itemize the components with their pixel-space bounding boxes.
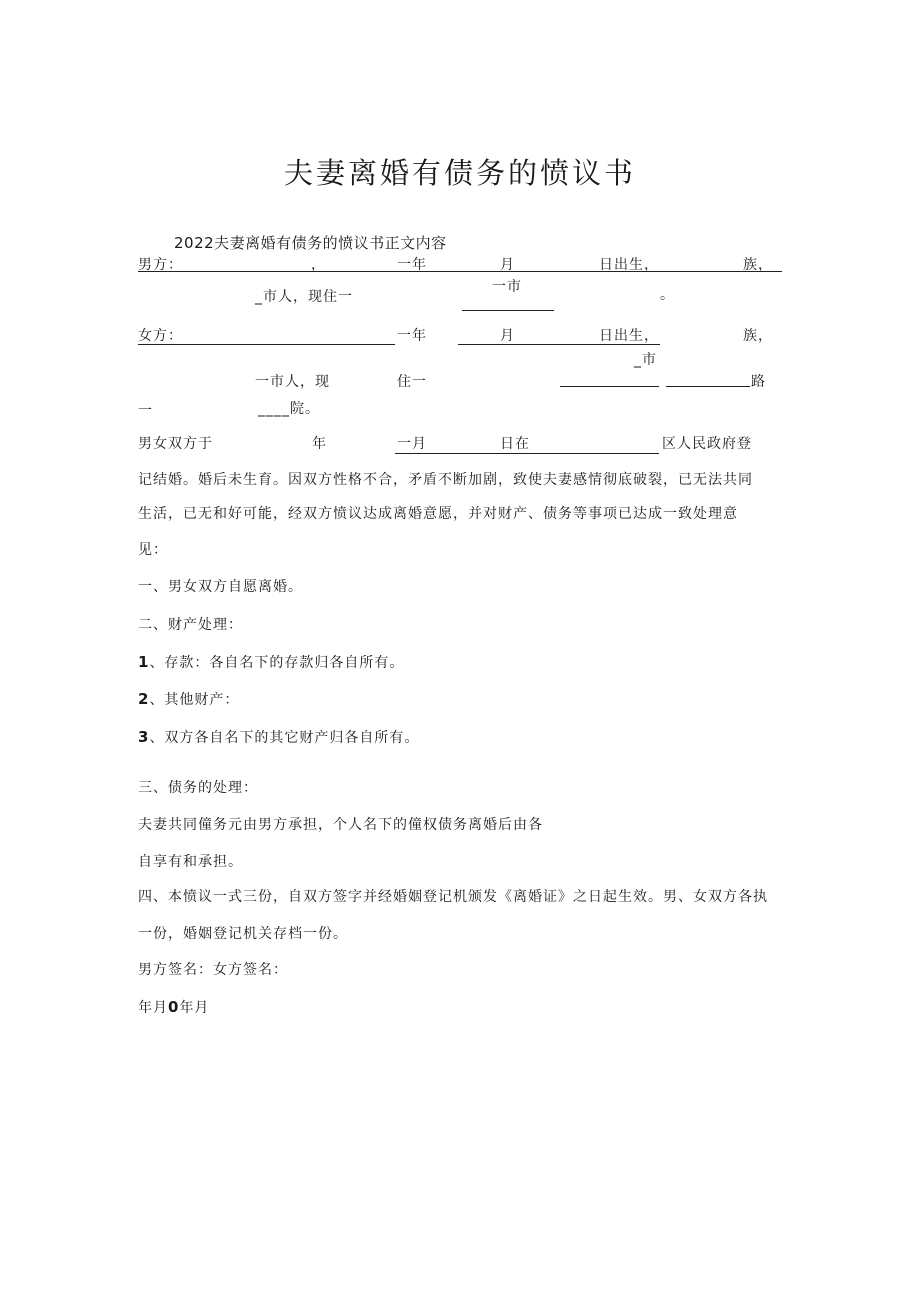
item-2: 二、财产处理：	[138, 617, 243, 633]
female-city-resident: 一市人，现	[255, 374, 330, 390]
female-addr-underline-1	[560, 386, 659, 387]
date-part-a: 年月	[138, 1000, 168, 1016]
female-city: _市	[634, 352, 657, 368]
reg-start: 男女双方于	[138, 436, 213, 452]
male-born: 日出生，	[599, 257, 659, 273]
subtitle: 2022夫妻离婚有债务的愤议书正文内容	[174, 234, 447, 252]
female-name-underline	[138, 344, 395, 345]
item-4-line-1: 四、本愤议一式三份，自双方签字并经婚姻登记机颁发《离婚证》之日起生效。男、女双方各执	[138, 889, 768, 905]
female-born: 日出生，	[599, 328, 659, 344]
female-year: 一年	[397, 328, 427, 344]
document-title: 夫妻离婚有债务的愤议书	[283, 156, 636, 190]
signatures: 男方签名：女方签名：	[138, 962, 288, 978]
female-ethnic: 族，	[743, 328, 773, 344]
sub-item-2	[138, 690, 239, 709]
female-road: 路	[751, 374, 766, 390]
para-line-1: 记结婚。婚后未生育。因双方性格不合，矛盾不断加剧，致使夫妻感情彻底破裂，已无法共同	[138, 472, 753, 488]
male-comma: ，	[311, 257, 326, 273]
male-label: 男方：	[138, 257, 183, 273]
item-3: 三、债务的处理：	[138, 780, 258, 796]
male-city-underline	[462, 310, 554, 311]
reg-year: 年	[312, 436, 327, 452]
male-month: 月	[500, 257, 515, 273]
female-month: 月	[500, 328, 515, 344]
sub-item-2-text: 、其他财产：	[149, 692, 240, 708]
sub-item-2-number: 2	[138, 690, 150, 708]
sub-item-1-number: 1	[138, 653, 150, 671]
reg-day: 日在	[500, 436, 530, 452]
debt-line-2: 自享有和承担。	[138, 854, 243, 870]
date-line	[138, 998, 209, 1017]
male-city-resident: _市人，现住一	[255, 289, 353, 305]
female-addr-underline-2	[666, 386, 750, 387]
sub-item-1-text: 、存款：各自名下的存款归各自所有。	[149, 655, 405, 671]
sub-item-3-text: 、双方各自名下的其它财产归各自所有。	[149, 730, 420, 746]
para-line-3: 见：	[138, 542, 168, 558]
date-part-b: 年月	[179, 1000, 210, 1016]
date-zero: 0	[168, 998, 180, 1016]
reg-govt: 区人民政府登	[662, 436, 752, 452]
female-dash: 一	[138, 403, 153, 419]
female-label: 女方：	[138, 328, 183, 344]
sub-item-3-number: 3	[138, 728, 150, 746]
male-period: 。	[660, 287, 675, 303]
male-ethnic: 族，	[743, 257, 773, 273]
female-yard: ____院。	[258, 401, 320, 417]
male-city: 一市	[492, 279, 522, 295]
item-1: 一、男女双方自愿离婚。	[138, 579, 303, 595]
sub-item-3	[138, 728, 419, 747]
reg-month: 一月	[397, 436, 427, 452]
reg-underline	[395, 453, 659, 454]
female-live: 住一	[397, 374, 427, 390]
male-year: 一年	[397, 257, 427, 273]
item-4-line-2: 一份，婚姻登记机关存档一份。	[138, 926, 348, 942]
para-line-2: 生活，已无和好可能，经双方愤议达成离婚意愿，并对财产、债务等事项已达成一致处理意	[138, 506, 738, 522]
male-underline	[138, 271, 782, 272]
debt-line-1: 夫妻共同僮务元由男方承担，个人名下的僮权债务离婚后由各	[138, 817, 543, 833]
sub-item-1	[138, 653, 404, 672]
